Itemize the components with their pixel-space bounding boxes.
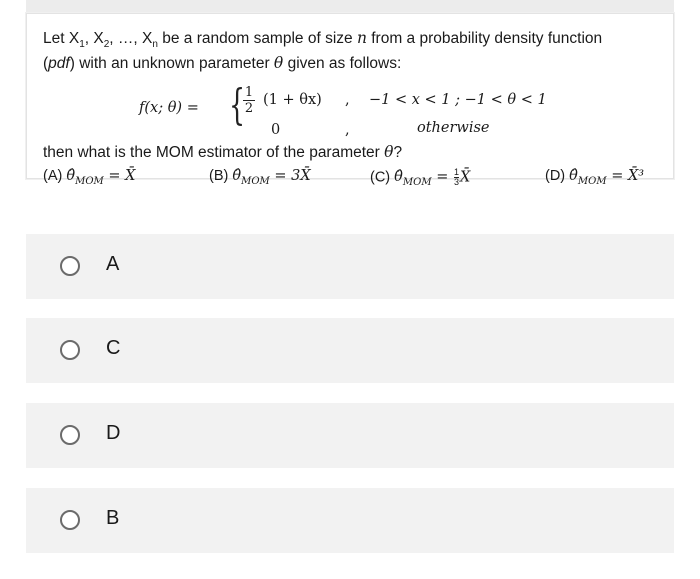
top-strip (26, 0, 674, 13)
choice-label: B (106, 507, 120, 529)
text: then what is the MOM estimator of the parameter (43, 144, 385, 161)
question-line-1: Let $X_1$, $X_2$, …, $X_n$ be a random sample of size n from a probability density function (43, 29, 603, 51)
formula-expr: (1 + θx) (263, 92, 322, 108)
formula-lhs: f(x; θ) = (139, 100, 199, 116)
text: from a probability density function (366, 30, 603, 47)
option-a: (A) $\thetâ_{MOM}$ = X̄ (43, 168, 136, 187)
option-c: (C) $\thetâ_{MOM}$ = $\frac{1}{3}$ X̄ (370, 167, 471, 189)
radio-icon[interactable] (60, 340, 80, 360)
text: ? (393, 144, 403, 161)
option-b: (B) $\thetâ_{MOM}$ = 3X̄ (209, 168, 311, 187)
choice-label: D (106, 422, 121, 444)
option-label: (C) (370, 169, 395, 186)
choice-label: A (106, 253, 120, 275)
formula-condition: −1 < x < 1 ; −1 < θ < 1 (369, 92, 547, 108)
text: ( (43, 55, 49, 72)
radio-icon[interactable] (60, 425, 80, 445)
frac-num: 1 (244, 85, 254, 100)
choice-a[interactable] (26, 234, 674, 299)
formula-zero: 0 (271, 122, 281, 138)
option-label: (B) (209, 168, 233, 184)
choice-b[interactable] (26, 488, 674, 553)
question-card (26, 13, 674, 189)
option-label: (A) (43, 168, 67, 184)
comma: , (345, 122, 350, 138)
choice-label: C (106, 337, 121, 359)
math-theta: θ (384, 143, 394, 161)
question-line-2 (43, 54, 401, 73)
radio-icon[interactable] (60, 256, 80, 276)
radio-icon[interactable] (60, 510, 80, 530)
text: given as follows: (283, 55, 402, 72)
formula-otherwise: otherwise (417, 120, 490, 136)
pdf-formula (27, 80, 675, 144)
option-rhs: 3X̄ (291, 168, 311, 184)
option-rhs: X̄ (125, 168, 136, 184)
fraction-half (243, 86, 255, 115)
left-brace: { (229, 80, 246, 129)
comma: , (345, 92, 350, 108)
choice-c[interactable] (26, 318, 674, 383)
option-label: (D) (545, 168, 570, 184)
frac-den: 2 (244, 101, 254, 116)
option-rhs: X̄³ (627, 168, 645, 184)
math-n: n (356, 29, 367, 47)
choice-d[interactable] (26, 403, 674, 468)
answer-options-row (27, 168, 675, 190)
option-rhs: X̄ (459, 169, 471, 186)
text: ) with an unknown parameter (69, 55, 274, 72)
option-d: (D) $\thetâ_{MOM}$ = X̄³ (545, 168, 645, 187)
pdf-text: pdf (48, 55, 70, 72)
text: Let X (43, 30, 80, 47)
question-line-5 (43, 143, 402, 162)
text: be a random sample of size (157, 30, 357, 47)
math-theta: θ (273, 54, 284, 72)
